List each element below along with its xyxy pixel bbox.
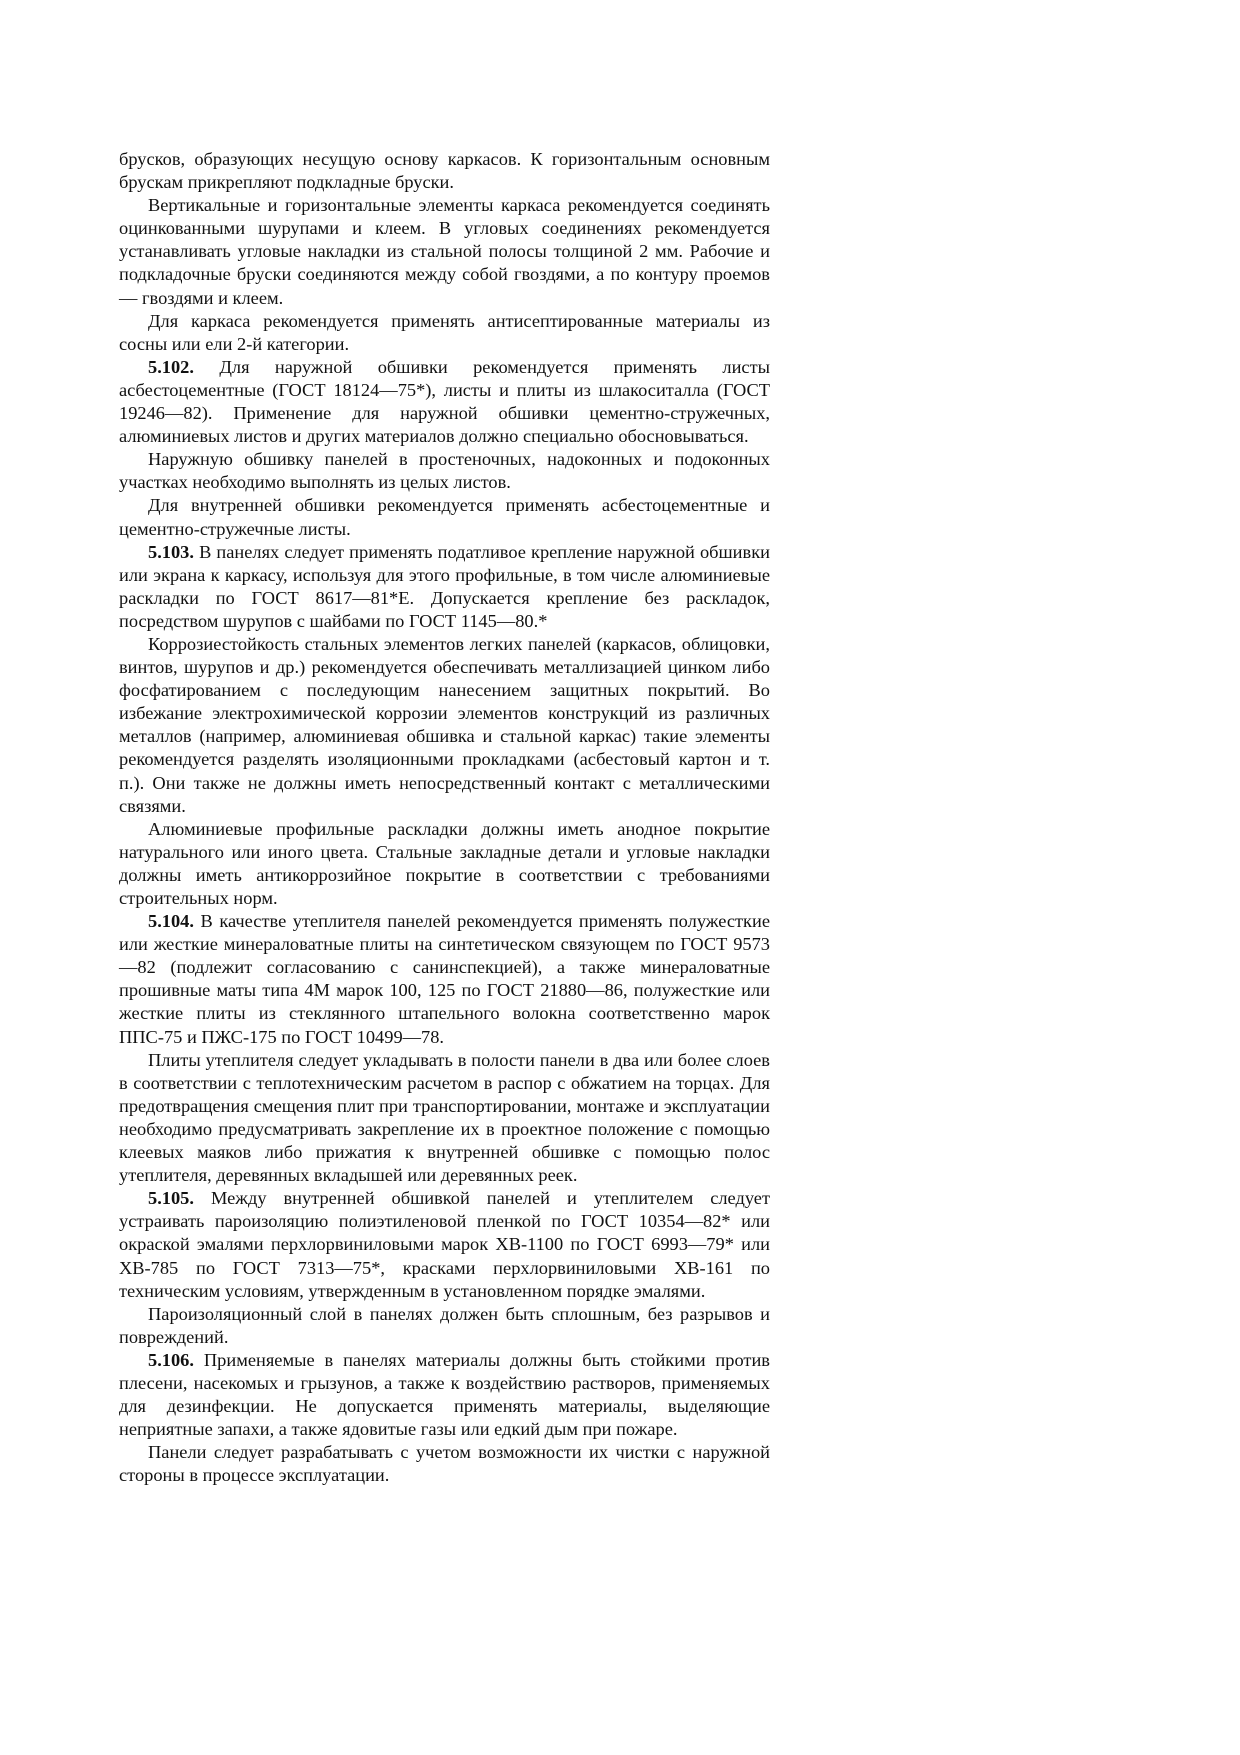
paragraph-text: Панели следует разрабатывать с учетом возможности их чистки с наружной стороны в процессе эксплуатации.: [119, 1442, 770, 1486]
paragraph-text: Применяемые в панелях материалы должны быть стойкими против плесени, насекомых и грызунов, а также к воздействию растворов, применяемых для дезинфекции. Не допускается применять материалы, выделяющие неприятные запахи, а также ядовитые газы или едкий дым при пожаре.: [119, 1349, 770, 1440]
paragraph-text: В качестве утеплителя панелей рекомендуется применять полужесткие или жесткие минераловатные плиты на синтетическом связующем по ГОСТ 9573—82 (подлежит согласованию с санинспекцией), а также минераловатные прошивные маты типа 4М марок 100, 125 по ГОСТ 21880—86, полужесткие или жесткие плиты из стеклянного штапельного волокна соответственно марок ППС-75 и ПЖС-175 по ГОСТ 10499—78.: [119, 911, 770, 1047]
document-page: [119, 148, 770, 1487]
paragraph-text: Для каркаса рекомендуется применять антисептированные материалы из сосны или ели 2-й категории.: [119, 310, 770, 354]
paragraph: [119, 1303, 770, 1349]
paragraph: [119, 1441, 770, 1487]
paragraph-continuation: [119, 148, 770, 194]
paragraph: [119, 818, 770, 910]
clause-number: 5.102.: [148, 356, 194, 377]
paragraph-text: брусков, образующих несущую основу каркасов. К горизонтальным основным брускам прикрепляют подкладные бруски.: [119, 149, 770, 193]
clause-number: 5.106.: [148, 1349, 194, 1370]
paragraph-5-106: [119, 1349, 770, 1441]
paragraph-text: Наружную обшивку панелей в простеночных, надоконных и подоконных участках необходимо выполнять из целых листов.: [119, 449, 770, 493]
paragraph-text: Между внутренней обшивкой панелей и утеплителем следует устраивать пароизоляцию полиэтиленовой пленкой по ГОСТ 10354—82* или окраской эмалями перхлорвиниловыми марок ХВ-1100 по ГОСТ 6993—79* или ХВ-785 по ГОСТ 7313—75*, красками перхлорвиниловыми ХВ-161 по техническим условиям, утвержденным в установленном порядке эмалями.: [119, 1188, 770, 1301]
paragraph-text: Плиты утеплителя следует укладывать в полости панели в два или более слоев в соответствии с теплотехническим расчетом в распор с обжатием на торцах. Для предотвращения смещения плит при транспортировании, монтаже и эксплуатации необходимо предусматривать закрепление их в проектное положение с помощью клеевых маяков либо прижатия к внутренней обшивке с помощью полос утеплителя, деревянных вкладышей или деревянных реек.: [119, 1049, 770, 1186]
clause-number: 5.105.: [148, 1188, 194, 1209]
paragraph-text: Коррозиестойкость стальных элементов легких панелей (каркасов, облицовки, винтов, шурупов и др.) рекомендуется обеспечивать металлизацией цинком либо фосфатированием с последующим нанесением защитных покрытий. Во избежание электрохимической коррозии элементов конструкций из различных металлов (например, алюминиевая обшивка и стальной каркас) такие элементы рекомендуется разделять изоляционными прокладками (асбестовый картон и т. п.). Они также не должны иметь непосредственный контакт с металлическими связями.: [119, 633, 770, 816]
paragraph-text: Алюминиевые профильные раскладки должны иметь анодное покрытие натурального или иного цвета. Стальные закладные детали и угловые накладки должны иметь антикоррозийное покрытие в соответствии с требованиями строительных норм.: [119, 818, 770, 908]
paragraph-5-103: [119, 541, 770, 633]
paragraph: [119, 194, 770, 309]
paragraph: [119, 1049, 770, 1188]
clause-number: 5.103.: [148, 541, 194, 562]
paragraph: [119, 448, 770, 494]
paragraph-text: В панелях следует применять податливое крепление наружной обшивки или экрана к каркасу, используя для этого профильные, в том числе алюминиевые раскладки по ГОСТ 8617—81*Е. Допускается крепление без раскладок, посредством шурупов с шайбами по ГОСТ 1145—80.*: [119, 541, 770, 631]
paragraph-5-102: [119, 356, 770, 448]
paragraph: [119, 310, 770, 356]
paragraph-text: Вертикальные и горизонтальные элементы каркаса рекомендуется соединять оцинкованными шурупами и клеем. В угловых соединениях рекомендуется устанавливать угловые накладки из стальной полосы толщиной 2 мм. Рабочие и подкладочные бруски соединяются между собой гвоздями, а по контуру проемов — гвоздями и клеем.: [119, 195, 770, 308]
paragraph: [119, 494, 770, 540]
paragraph-text: Для внутренней обшивки рекомендуется применять асбестоцементные и цементно-стружечные листы.: [119, 495, 770, 539]
paragraph-text: Пароизоляционный слой в панелях должен быть сплошным, без разрывов и повреждений.: [119, 1303, 770, 1347]
clause-number: 5.104.: [148, 911, 194, 932]
paragraph: [119, 633, 770, 818]
paragraph-5-104: [119, 910, 770, 1049]
paragraph-5-105: [119, 1187, 770, 1302]
paragraph-text: Для наружной обшивки рекомендуется применять листы асбестоцементные (ГОСТ 18124—75*), листы и плиты из шлакоситалла (ГОСТ 19246—82). Применение для наружной обшивки цементно-стружечных, алюминиевых листов и других материалов должно специально обосновываться.: [119, 356, 770, 447]
